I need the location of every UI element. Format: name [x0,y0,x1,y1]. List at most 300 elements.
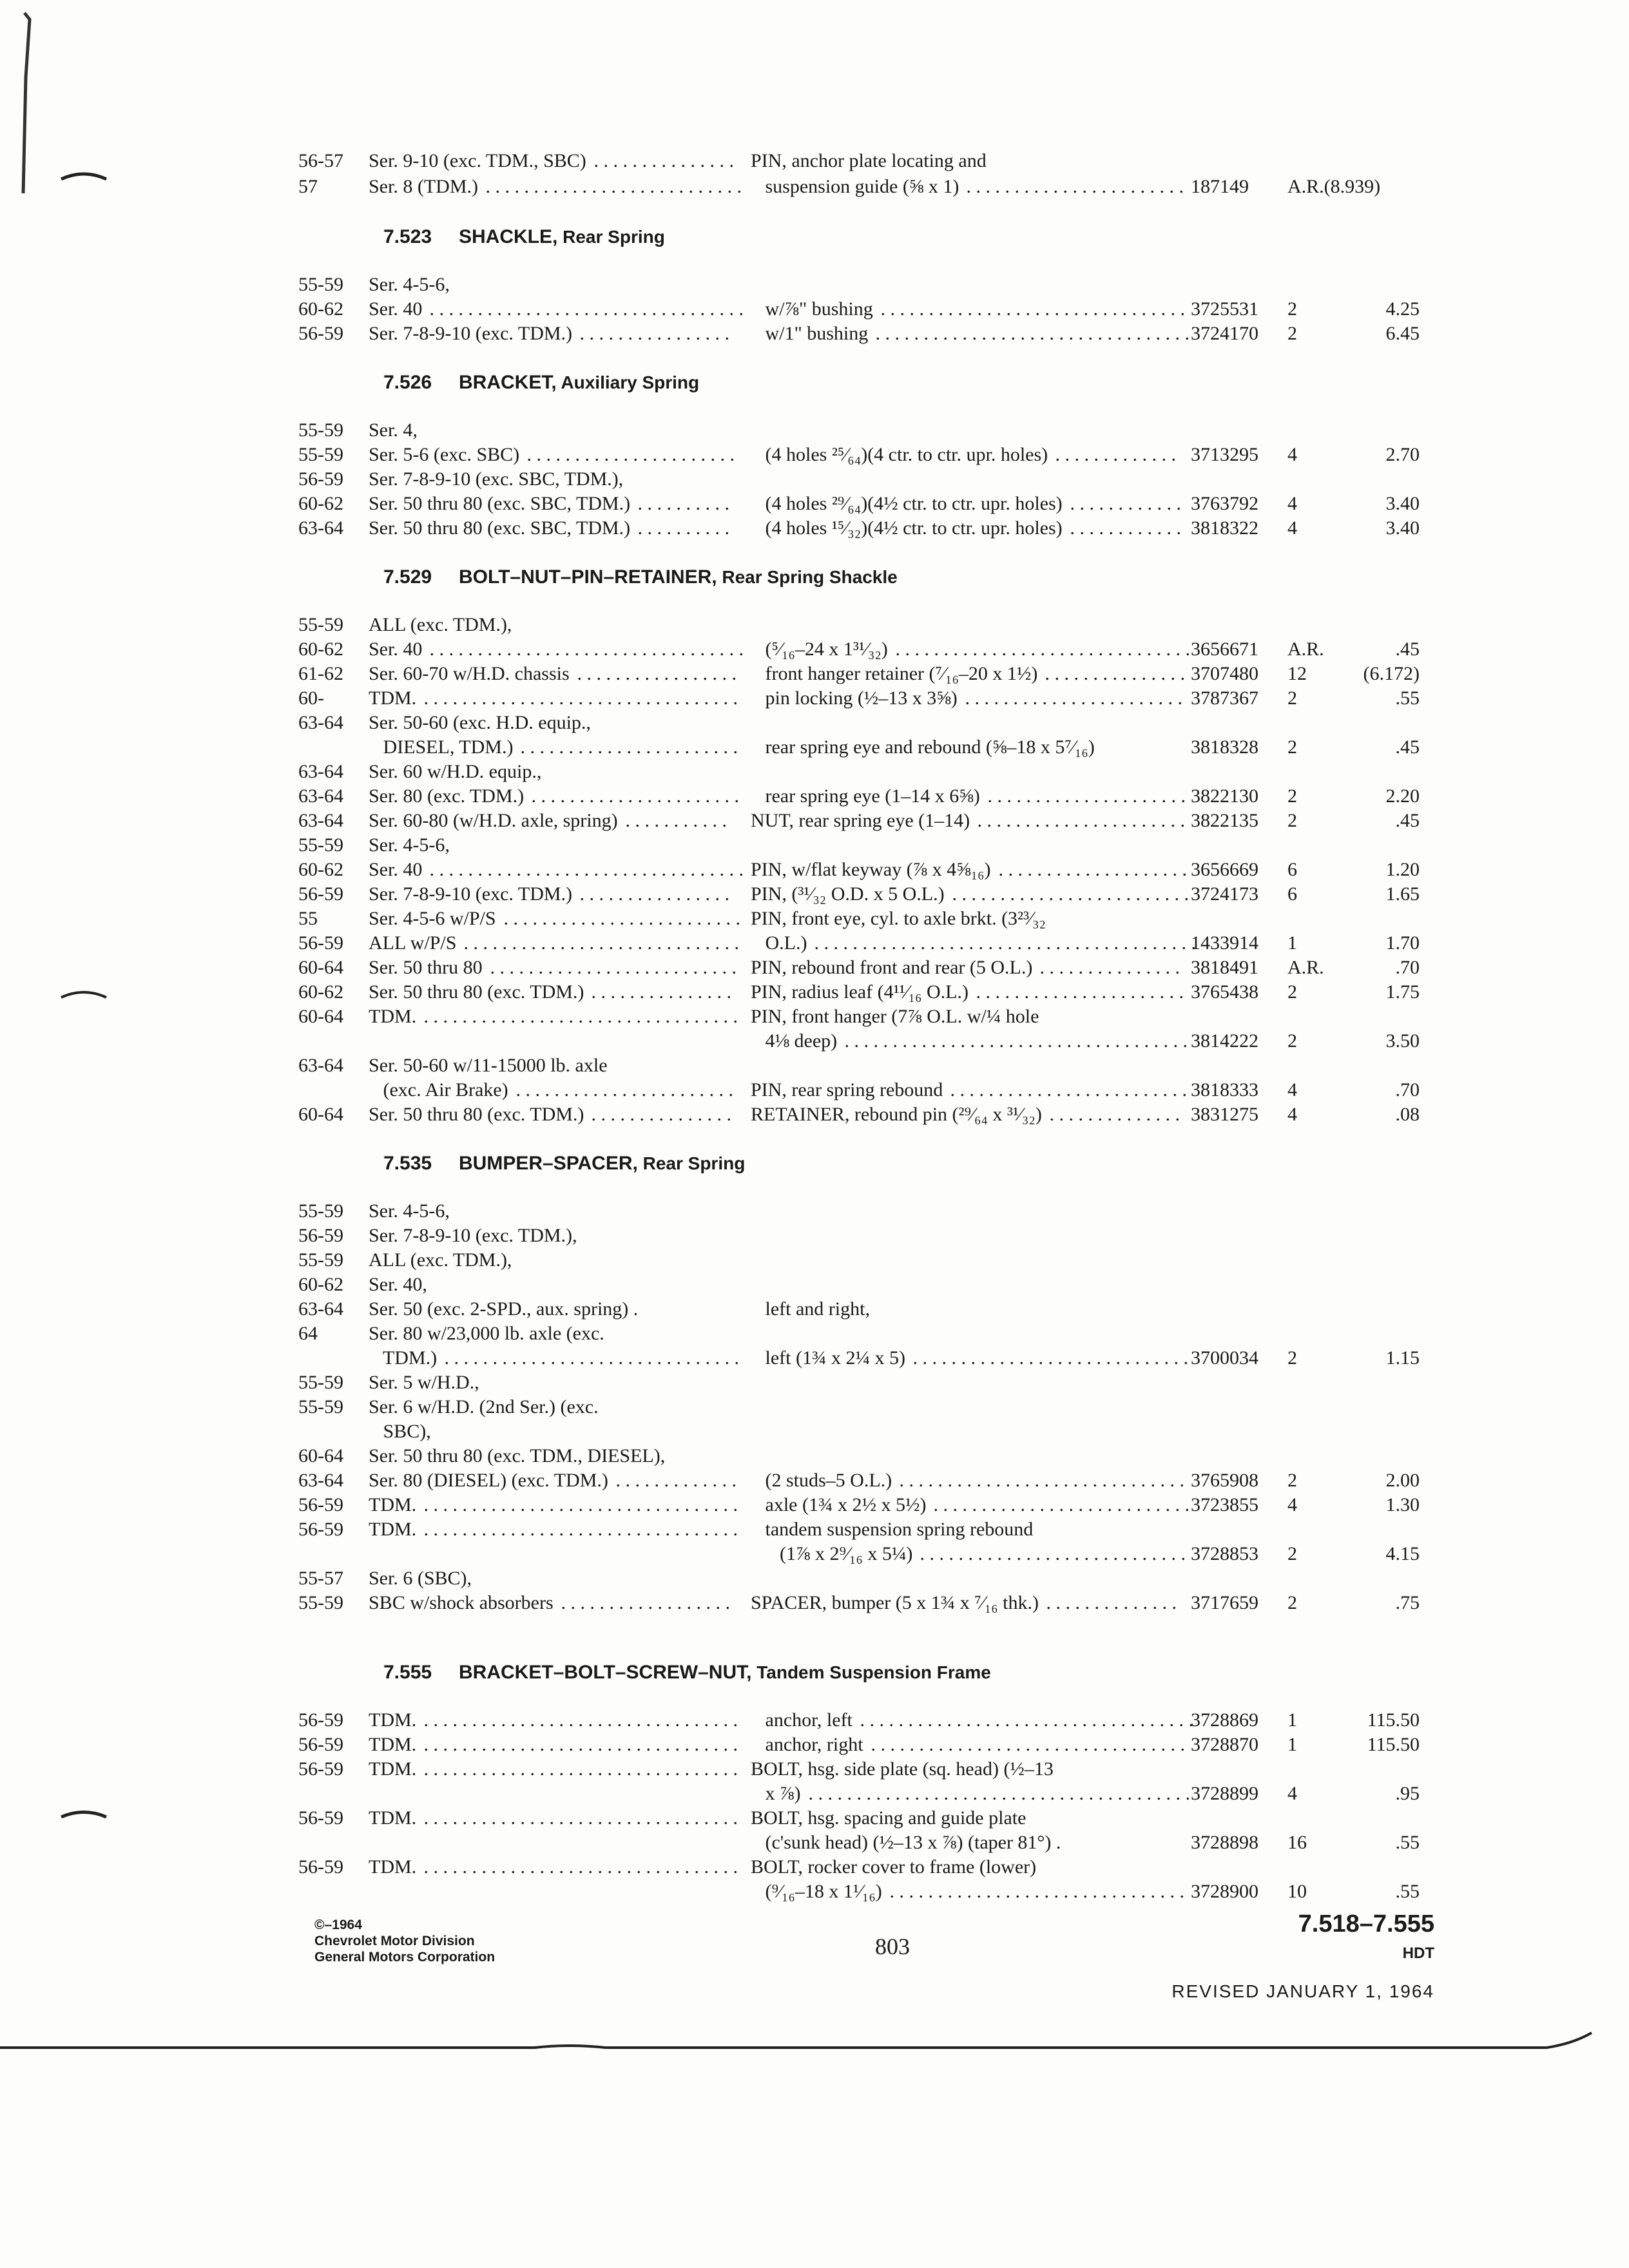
model-years: 55 [298,908,318,929]
parts-row [0,832,1629,858]
quantity: 1 [1287,1734,1297,1755]
parts-row [0,612,1629,638]
dot-leader: . . . . . . . . . . . . . . . . . . . . [994,859,1187,880]
part-description: SPACER, bumper (5 x 1¾ x ⁷⁄₁₆ thk.) [751,1592,1039,1613]
dot-leader: . . . . . . . . . . . . . . . . . . . . . . . . . . . . . . . . [876,298,1185,320]
section-number: 7.555 [383,1662,432,1683]
model-years: 56-59 [298,1856,343,1878]
dot-leader: . . . . . . . . . . . . . . . . . . . . . . [526,785,739,807]
parts-row [0,1805,1629,1831]
price: 2.00 [1385,1470,1420,1491]
series-application: Ser. 4-5-6, [369,1200,450,1222]
part-description: BOLT, rocker cover to frame (lower) [751,1856,1037,1878]
part-number: 3723855 [1191,1494,1258,1515]
dot-leader: . . . . . . . . . . . . . . . . . . . . . . . . . . . . . . . . . [425,298,744,320]
quantity: 2 [1287,981,1297,1003]
parts-row [0,1781,1629,1807]
parts-row [0,148,1629,174]
model-years: 60-62 [298,298,343,320]
section-title [459,224,665,250]
parts-row [0,1517,1629,1542]
series-application: Ser. 50 thru 80 (exc. SBC, TDM.) [369,517,631,539]
model-years: 55-59 [298,1200,343,1222]
price: 1.70 [1385,932,1420,954]
part-description: anchor, left [751,1709,853,1731]
section-number: 7.523 [383,226,432,247]
part-number: 3707480 [1191,663,1258,684]
dot-leader: . . . . . . . . . . . . . . . . . . . . . . . . . . . . . . . . . [419,1519,738,1540]
quantity: 1 [1287,932,1297,954]
dot-leader: . . . . . . . . . . . . . [1050,444,1176,465]
model-years: 56-59 [298,1807,343,1829]
dot-leader: . . . . . . . . . . . . . . . . . . . . . . . . . [499,908,740,929]
parts-row [0,1345,1629,1371]
dot-leader: . . . . . . . . . . . . . . . . . . . . . . . . . . . . . . . . . [419,1709,738,1731]
part-number: 3822135 [1191,810,1258,831]
part-number: 3728869 [1191,1709,1258,1731]
part-description: (⁵⁄₁₆–24 x 1³¹⁄₃₂) [751,639,888,660]
price: 3.50 [1385,1030,1420,1052]
price: .45 [1395,639,1420,660]
series-application: Ser. 50-60 w/11-15000 lb. axle [369,1055,608,1076]
series-application: Ser. 9-10 (exc. TDM., SBC) [369,150,586,171]
model-years: 55-59 [298,834,343,856]
section-name: BRACKET–BOLT–SCREW–NUT, [459,1662,752,1683]
parts-row [0,808,1629,834]
parts-row [0,1830,1629,1856]
series-application: Ser. 7-8-9-10 (exc. TDM.) [369,883,573,905]
parts-row [0,1879,1629,1905]
model-years: 56-59 [298,468,343,490]
series-application: SBC w/shock absorbers [369,1592,554,1613]
model-years: 60-62 [298,981,343,1003]
price: 1.20 [1385,859,1420,880]
parts-row [0,1053,1629,1079]
part-number: 3831275 [1191,1104,1258,1125]
quantity: 2 [1287,1592,1297,1613]
series-application: TDM. [369,687,417,709]
dot-leader: . . . . . . . . . . . . . . . . . . . . . . . . . . . . . . . [885,1881,1184,1902]
parts-row [0,1370,1629,1396]
part-number: 3656669 [1191,859,1258,880]
model-years: 55-59 [298,1396,343,1418]
dot-leader: . . . . . . . . . . . [621,810,727,831]
dot-leader: . . . . . . . . . . . . . . . . . . . . . . . . . . . . . [459,932,739,954]
dot-leader: . . . . . . . . . . . . . . . . . . . . . . . [511,1079,733,1100]
copyright: ©–1964 [314,1917,362,1932]
dot-leader: . . . . . . . . . . . . . . . . . . . . . . . . . . . [929,1494,1190,1515]
parts-row [0,491,1629,517]
price: .70 [1395,957,1420,978]
parts-row [0,1077,1629,1103]
quantity: 2 [1287,1030,1297,1052]
model-years: 56-59 [298,932,343,954]
series-application: TDM. [369,1734,417,1755]
model-years: 56-59 [298,1225,343,1246]
parts-row [0,272,1629,298]
parts-row [0,418,1629,443]
part-number: 3818328 [1191,736,1258,758]
part-description: w/1" bushing [751,323,869,344]
parts-row [0,1468,1629,1494]
quantity: 2 [1287,1543,1297,1564]
part-number: 1433914 [1191,932,1258,954]
part-number: 3818491 [1191,957,1258,978]
quantity: 4 [1287,1104,1297,1125]
quantity: 12 [1287,663,1307,684]
dot-leader: . . . . . . . . . . . . . . . . . . . . . . . . . . . . . . . . . [425,859,744,880]
dot-leader: . . . . . . . . . . . . . . . . . . . . . . . . . . . . . . . . . [419,1494,738,1515]
part-number: 3724173 [1191,883,1258,905]
price: .45 [1395,736,1420,758]
parts-row [0,1492,1629,1518]
dot-leader: . . . . . . . . . . . . . . . . . . . . . . . . . [947,883,1189,905]
part-number: 3765438 [1191,981,1258,1003]
part-number: 3818333 [1191,1079,1258,1100]
series-application: Ser. 50 thru 80 (exc. TDM., DIESEL), [369,1445,666,1466]
section-number: 7.526 [383,372,432,393]
series-application: Ser. 50-60 (exc. H.D. equip., [369,712,591,733]
dot-leader: . . . . . . . . . . . . . . . . . . . . . . . . . . . . . . . . . [871,323,1190,344]
price: .70 [1395,1079,1420,1100]
series-application: (exc. Air Brake) [369,1079,508,1100]
section-title [459,370,699,396]
model-years: 55-59 [298,274,343,295]
dot-leader: . . . . . . . . . . . . . . . . . . . . . . . . . . . . . [908,1347,1188,1369]
model-years: 56-59 [298,883,343,905]
series-application: TDM. [369,1807,417,1829]
part-number: 3724170 [1191,323,1258,344]
part-number: 187149 [1191,176,1249,197]
model-years: 60-64 [298,1104,343,1125]
model-years: 60-64 [298,1006,343,1027]
section-name: SHACKLE, [459,226,558,247]
model-years: 60- [298,687,324,709]
model-years: 55-59 [298,1372,343,1393]
section-name: BOLT–NUT–PIN–RETAINER, [459,566,717,588]
part-description: 4⅛ deep) [751,1030,838,1052]
parts-row [0,1028,1629,1054]
model-years: 55-59 [298,1249,343,1271]
model-years: 56-59 [298,1519,343,1540]
section-name: BRACKET, [459,372,557,393]
series-application: ALL w/P/S [369,932,457,954]
parts-row [0,735,1629,760]
series-application: Ser. 7-8-9-10 (exc. TDM.) [369,323,573,344]
price: 1.30 [1385,1494,1420,1515]
model-years: 63-64 [298,761,343,782]
dot-leader: . . . . . . . . . . . . . . . . . . . . . . . . . . . . . . . . . [866,1734,1185,1755]
parts-row [0,1419,1629,1445]
parts-row [0,1004,1629,1030]
model-years: 55-59 [298,614,343,635]
dot-leader: . . . . . . . . . . . . . . . . . . . . . . [522,444,735,465]
part-number: 3728900 [1191,1881,1258,1902]
series-application: TDM. [369,1856,417,1878]
part-description: PIN, radius leaf (4¹¹⁄₁₆ O.L.) [751,981,969,1003]
model-years: 55-57 [298,1568,343,1589]
part-description: suspension guide (⅝ x 1) [751,176,959,197]
dot-leader: . . . . . . . . . . . . . . . [586,981,731,1003]
section-heading [0,224,1629,250]
price: (6.172) [1363,663,1420,684]
series-application: Ser. 40, [369,1274,427,1295]
quantity: 2 [1287,1470,1297,1491]
series-application: Ser. 50 thru 80 (exc. SBC, TDM.) [369,493,631,514]
quantity: A.R. [1287,957,1324,978]
dot-leader: . . . . . . . . . . . . . . . [586,1104,731,1125]
model-years: 56-59 [298,1494,343,1515]
model-years: 56-59 [298,1734,343,1755]
part-description: w/⅞" bushing [751,298,873,320]
model-years: 56-59 [298,323,343,344]
price: 115.50 [1367,1709,1420,1731]
series-application: ALL (exc. TDM.), [369,1249,512,1271]
series-application: Ser. 6 (SBC), [369,1568,472,1589]
series-application: TDM. [369,1709,417,1731]
dot-leader: . . . . . . . . . . . . [1065,517,1181,539]
dot-leader: . . . . . . . . . . . . . . . . . . . . . . . . . . . . [915,1543,1186,1564]
dot-leader: . . . . . . . . . . . . . . . [1040,663,1185,684]
parts-row [0,1198,1629,1224]
series-application: Ser. 5 w/H.D., [369,1372,479,1393]
part-description: front hanger retainer (⁷⁄₁₆–20 x 1½) [751,663,1038,684]
part-description: PIN, w/flat keyway (⅞ x 4⅝₁₆) [751,859,991,880]
dot-leader: . . . . . . . . . . . . . . . [1035,957,1180,978]
parts-row [0,442,1629,468]
bottom-rule [0,2033,1592,2048]
quantity: 2 [1287,323,1297,344]
dot-leader: . . . . . . . . . . [633,493,729,514]
parts-row [0,955,1629,981]
model-years: 64 [298,1323,318,1344]
price: .95 [1395,1783,1420,1804]
quantity: 6 [1287,883,1297,905]
price: .75 [1395,1592,1420,1613]
series-application: Ser. 40 [369,298,423,320]
section-subtitle: Rear Spring [557,227,665,247]
dot-leader: . . . . . . . . . . . . . . . . . . . . . . . [961,176,1184,197]
dot-leader: . . . . . . . . . . . . . . . . . . . . . . . . . . . . . . . . . [419,687,738,709]
series-application: Ser. 60 w/H.D. equip., [369,761,542,782]
price: 2.20 [1385,785,1420,807]
quantity: A.R. [1287,639,1324,660]
section-name: BUMPER–SPACER, [459,1153,638,1174]
part-number: 3725531 [1191,298,1258,320]
parts-row [0,1247,1629,1273]
parts-row [0,321,1629,347]
model-years: 63-64 [298,810,343,831]
price: .55 [1395,1832,1420,1853]
series-application: Ser. 8 (TDM.) [369,176,478,197]
dot-leader: . . . . . . . . . . . . . . . . . . . . . . [971,981,1184,1003]
dot-leader: . . . . . . . . . . . . . . . . . . . . . . . [960,687,1182,709]
parts-row [0,1541,1629,1567]
dot-leader: . . . . . . . . . . . . . . [1045,1104,1180,1125]
part-number: 3700034 [1191,1347,1258,1369]
part-description: (4 holes ²⁹⁄₆₄)(4½ ctr. to ctr. upr. holes) [751,493,1063,514]
quantity: 4 [1287,517,1297,539]
series-application: Ser. 40 [369,859,423,880]
parts-row [0,906,1629,932]
quantity: 4 [1287,1783,1297,1804]
parts-row [0,661,1629,687]
model-years: 63-64 [298,1298,343,1320]
parts-row [0,881,1629,907]
model-years: 60-64 [298,1445,343,1466]
model-years: 60-62 [298,639,343,660]
dot-leader: . . . . . . . . . . . . . . . . . [572,663,737,684]
part-number: 3713295 [1191,444,1258,465]
part-description: (2 studs–5 O.L.) [751,1470,892,1491]
price: .08 [1395,1104,1420,1125]
section-heading [0,1151,1629,1177]
quantity: 2 [1287,785,1297,807]
section-title [459,564,898,590]
dot-leader: . . . . . . . . . . . . . . . . . . . . . . . . . . . . . . . . . . . . [840,1030,1188,1052]
dot-leader: . . . . . . . . . . . . . . . . . . . . . . . . . . . [481,176,742,197]
part-number: 3763792 [1191,493,1258,514]
section-title [459,1151,745,1177]
parts-row [0,1732,1629,1758]
parts-row [0,466,1629,492]
dot-leader: . . . . . . . . . . . . . . . . . . . . . . . . . . . . . . . . . . . . . . . . [804,1783,1190,1804]
parts-row [0,979,1629,1005]
model-years: 63-64 [298,1055,343,1076]
dot-leader: . . . . . . . . . . . . . [611,1470,737,1491]
parts-row [0,1707,1629,1733]
parts-row [0,686,1629,711]
dot-leader: . . . . . . . . . . . . . . . . . . . . . . . . . . . . . . . . . [425,639,744,660]
part-description: BOLT, hsg. spacing and guide plate [751,1807,1027,1829]
dot-leader: . . . . . . . . . . . . . . . . . . . . . [983,785,1186,807]
parts-row [0,1321,1629,1347]
part-description: pin locking (½–13 x 3⅝) [751,687,958,709]
part-description: left (1¾ x 2¼ x 5) [751,1347,905,1369]
quantity: 2 [1287,1347,1297,1369]
division: Chevrolet Motor Division [314,1934,475,1948]
parts-row [0,1296,1629,1322]
dot-leader: . . . . . . . . . . . . . . . . . . . . . . [972,810,1185,831]
parts-row [0,930,1629,956]
page-number: 803 [875,1934,910,1959]
model-years: 61-62 [298,663,343,684]
model-years: 63-64 [298,1470,343,1491]
section-number: 7.529 [383,566,432,588]
dot-leader: . . . . . . . . . . [633,517,729,539]
quantity: 2 [1287,298,1297,320]
parts-row [0,1223,1629,1249]
quantity: 2 [1287,687,1297,709]
model-years: 56-57 [298,150,343,171]
price: 4.25 [1385,298,1420,320]
price: 4.15 [1385,1543,1420,1564]
dot-leader: . . . . . . . . . . . . . . . . . . . . . . . [516,736,738,758]
quantity: 2 [1287,736,1297,758]
dot-leader: . . . . . . . . . . . . . . . . . . . . . . . . . . [485,957,737,978]
price: 6.45 [1385,323,1420,344]
dot-leader: . . . . . . . . . . . . . . . . [575,883,729,905]
series-application: Ser. 80 (DIESEL) (exc. TDM.) [369,1470,608,1491]
part-description: (1⅞ x 2⁹⁄₁₆ x 5¼) [751,1543,913,1564]
series-application: Ser. 80 (exc. TDM.) [369,785,525,807]
part-number: 3818322 [1191,517,1258,539]
section-subtitle: Rear Spring Shackle [717,567,898,587]
price: .55 [1395,687,1420,709]
parts-row [0,1272,1629,1298]
dot-leader: . . . . . . . . . . . . . . . . . . . . . . . . . . . . . . . . . [419,1807,738,1829]
copyright-block [314,1917,495,1965]
series-application: Ser. 50 thru 80 (exc. TDM.) [369,1104,584,1125]
part-description: PIN, rebound front and rear (5 O.L.) [751,957,1033,978]
dot-leader: . . . . . . . . . . . . . . . . . . . . . . . . . . . . . . . . . . . . . . . . [809,932,1196,954]
model-years: 60-62 [298,493,343,514]
revised-date: REVISED JANUARY 1, 1964 [1171,1981,1434,2001]
part-number: 3765908 [1191,1470,1258,1491]
price: 1.65 [1385,883,1420,905]
part-description: tandem suspension spring rebound [751,1519,1034,1540]
dot-leader: . . . . . . . . . . . . . . . . . . . . . . . . . . . . . . [894,1470,1184,1491]
part-description: rear spring eye and rebound (⅝–18 x 5⁷⁄₁₆) [751,736,1095,758]
part-description: (c'sunk head) (½–13 x ⅞) (taper 81°) . [751,1832,1061,1853]
part-number: 3728870 [1191,1734,1258,1755]
section-heading [0,564,1629,590]
price: 2.70 [1385,444,1420,465]
section-subtitle: Tandem Suspension Frame [751,1662,991,1682]
part-description: axle (1¾ x 2½ x 5½) [751,1494,927,1515]
model-years: 60-64 [298,957,343,978]
part-description: left and right, [751,1298,870,1320]
part-number: 3787367 [1191,687,1258,709]
price: 1.75 [1385,981,1420,1003]
dot-leader: . . . . . . . . . . . . . . . . . . . . . . . . . . . . . . . . . [419,1734,738,1755]
quantity: 16 [1287,1832,1307,1853]
series-application: Ser. 50 thru 80 [369,957,483,978]
quantity: 1 [1287,1709,1297,1731]
model-years: 63-64 [298,785,343,807]
model-years: 60-62 [298,859,343,880]
part-description: PIN, front eye, cyl. to axle brkt. (3²³⁄₃₂ [751,908,1046,929]
dot-leader: . . . . . . . . . . . . . . . . . . . . . . . . . . . . . . . . . [419,1758,738,1780]
part-description: RETAINER, rebound pin (²⁹⁄₆₄ x ³¹⁄₃₂) [751,1104,1042,1125]
parts-row [0,759,1629,785]
price: 3.40 [1385,493,1420,514]
dot-leader: . . . . . . . . . . . . . . . . [575,323,729,344]
series-application: Ser. 7-8-9-10 (exc. SBC, TDM.), [369,468,624,490]
dot-leader: . . . . . . . . . . . . . . . . . . . . . . . . . . . . . . . [439,1347,739,1369]
series-application: Ser. 4-5-6 w/P/S [369,908,496,929]
quantity: 10 [1287,1881,1307,1902]
dot-leader: . . . . . . . . . . . . . . . . . . . . . . . . . . . . . . . [891,639,1190,660]
part-description: PIN, front hanger (7⅞ O.L. w/¼ hole [751,1006,1039,1027]
series-application: TDM. [369,1519,417,1540]
series-application: TDM. [369,1758,417,1780]
series-application: ALL (exc. TDM.), [369,614,512,635]
price: 115.50 [1367,1734,1420,1755]
parts-row [0,1756,1629,1782]
part-description: x ⅞) [751,1783,801,1804]
price: 3.40 [1385,517,1420,539]
parts-row [0,1394,1629,1420]
part-number: 3728853 [1191,1543,1258,1564]
part-description: anchor, right [751,1734,863,1755]
part-description: PIN, (³¹⁄₃₂ O.D. x 5 O.L.) [751,883,945,905]
model-years: 56-59 [298,1709,343,1731]
dot-leader: . . . . . . . . . . . . . . . [589,150,734,171]
quantity: 6 [1287,859,1297,880]
vehicle-code: HDT [1402,1945,1434,1962]
model-years: 55-59 [298,419,343,441]
